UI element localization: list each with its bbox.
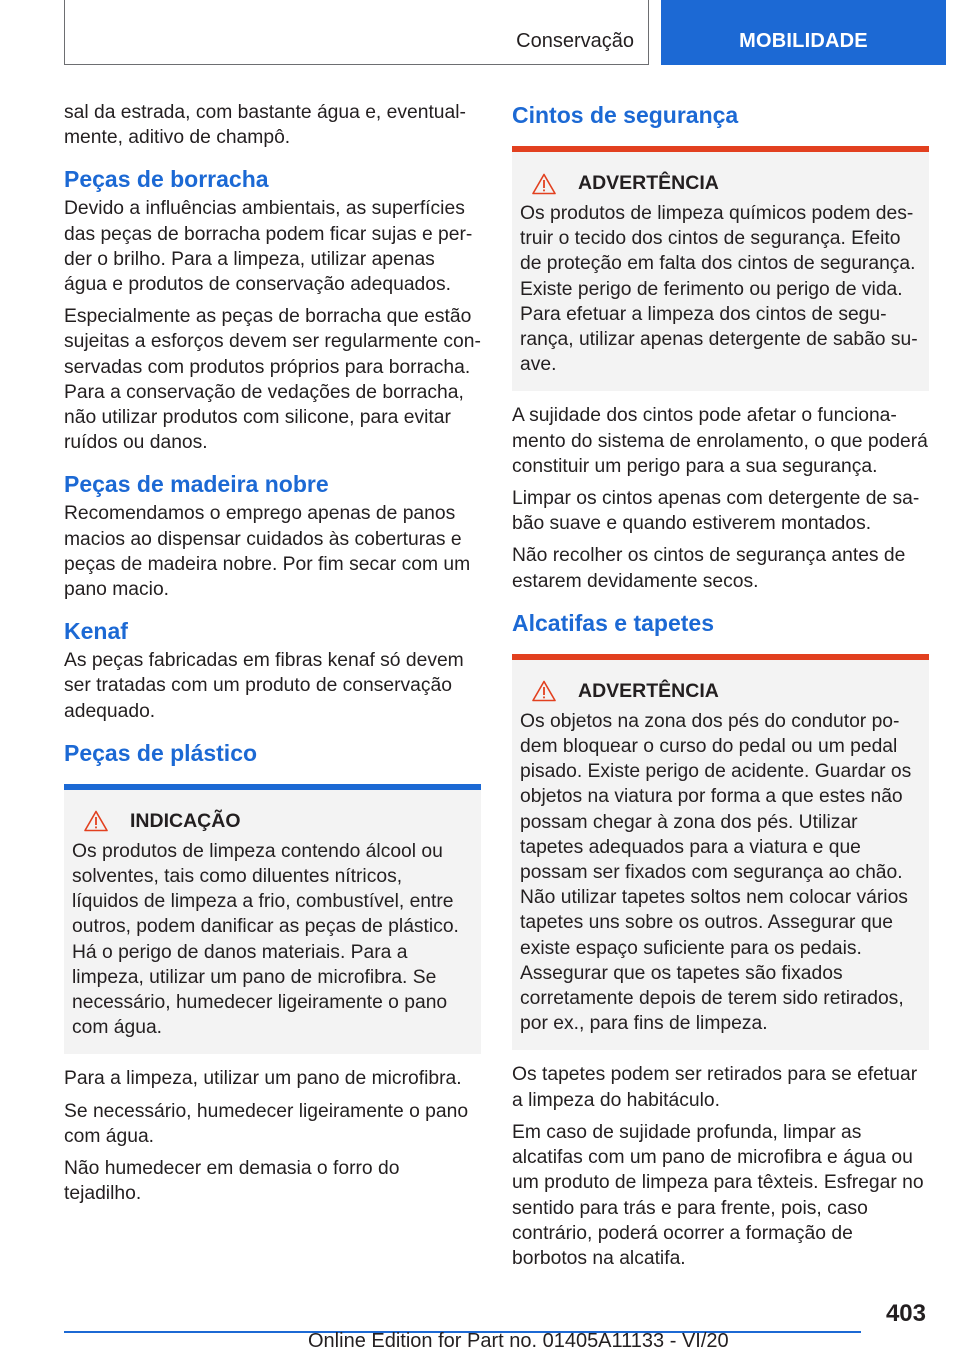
notice-title [72, 810, 473, 833]
belts-heading: Cintos de segurança [512, 102, 739, 128]
warning-label-belts: ADVERTÊNCIA [578, 172, 719, 194]
warning-title-belts [520, 172, 921, 195]
header-section-box [64, 0, 649, 65]
notice-label: INDICAÇÃO [130, 809, 241, 832]
belts-paragraph-3: Não recolher os cintos de segurança antes de estarem devidamente secos. [512, 545, 906, 592]
mats-paragraph-2: Em caso de sujidade profunda, limpar as alcatifas com um pano de microfibra e água ou um produto de limpeza para têxteis. Esfregar no sentido para trás e para frente, pois, caso contrário, poderá ocorrer a formação de borbotos na alcatifa. [512, 1121, 924, 1269]
notice-text: Os produtos de limpeza contendo álcool ou solventes, tais como diluentes nítricos, líquidos de limpeza a frio, combustível, entre outros, podem danificar as peças de plástico. Há o perigo de danos materiais. Para a limpeza, utilizar um pano de microfibra. Se necessário, humedecer ligeiramente o pano com água. [72, 840, 459, 1039]
mats-paragraph-1: Os tapetes podem ser retirados para se efetuar a limpeza do habitáculo. [512, 1064, 918, 1111]
kenaf-heading: Kenaf [64, 618, 128, 645]
warning-triangle-icon [532, 173, 556, 195]
belts-paragraph-2: Limpar os cintos apenas com detergente de sabão suave e quando estiverem montados. [512, 488, 920, 535]
warning-box-belts [512, 146, 929, 391]
mats-heading: Alcatifas e tapetes [512, 609, 714, 636]
header-section-title: Conservação [516, 30, 634, 52]
warning-text-belts: Os produtos de limpeza químicos podem destruir o tecido dos cintos de segurança. Efeito de proteção em falta dos cintos de segurança. Existe perigo de ferimento ou perigo de vida. Para efetuar a limpeza dos cintos de segurança, utilizar apenas detergente de sabão suave. [520, 203, 918, 376]
warning-triangle-icon [84, 810, 108, 832]
warning-title-mats [520, 680, 921, 703]
belts-paragraph-1: A sujidade dos cintos pode afetar o funcionamento do sistema de enrolamento, o que poderá constituir um perigo para a sua segurança. [512, 405, 928, 477]
plastic-paragraph-2: Se necessário, humedecer ligeiramente o pano com água. [64, 1100, 469, 1147]
plastic-heading: Peças de plástico [64, 739, 258, 766]
kenaf-paragraph: As peças fabricadas em fibras kenaf só devem ser tratadas com um produto de conservação adequado. [64, 650, 464, 722]
header-chapter-title: MOBILIDADE [739, 30, 868, 52]
warning-label-mats: ADVERTÊNCIA [578, 679, 719, 702]
left-column [64, 100, 481, 1214]
header-chapter-tab [661, 0, 946, 65]
plastic-paragraph-1: Para a limpeza, utilizar um pano de microfibra. [64, 1068, 462, 1090]
rubber-heading: Peças de borracha [64, 166, 269, 193]
notice-box [64, 784, 481, 1055]
footer-edition: Online Edition for Part no. 01405A11133 - VI/20 [308, 1330, 729, 1352]
rubber-paragraph-2: Especialmente as peças de borracha que estão sujeitas a esforços devem ser regularmente conservadas com produtos próprios para borracha. Para a conservação de vedações de borracha, não utilizar produtos com silicone, para evitar ruídos ou danos. [64, 306, 481, 454]
plastic-paragraph-3: Não humedecer em demasia o forro do tejadilho. [64, 1158, 400, 1205]
right-column [512, 100, 929, 1278]
wood-paragraph: Recomendamos o emprego apenas de panos macios ao dispensar cuidados às coberturas e peças de madeira nobre. Por fim secar com um pano macio. [64, 503, 471, 601]
page-number: 403 [885, 1300, 926, 1327]
intro-paragraph: sal da estrada, com bastante água e, eventualmente, aditivo de champô. [64, 102, 466, 149]
warning-box-mats [512, 654, 929, 1051]
warning-text-mats: Os objetos na zona dos pés do condutor podem bloquear o curso do pedal ou um pedal pisado. Existe perigo de acidente. Guardar os objetos na viatura por forma a que estes não possam chegar à zona dos pés. Utilizar tapetes adequados para a viatura e que possam ser fixados com segurança ao chão. Não utilizar tapetes soltos nem colocar vários tapetes uns sobre os outros. Assegurar que existe espaço suficiente para os pedais. Assegurar que os tapetes são fixados corretamente depois de terem sido retirados, por ex., para fins de limpeza. [520, 710, 912, 1035]
wood-heading: Peças de madeira nobre [64, 471, 329, 498]
warning-triangle-icon [532, 680, 556, 702]
rubber-paragraph-1: Devido a influências ambientais, as superfícies das peças de borracha podem ficar sujas e perder o brilho. Para a limpeza, utilizar apenas água e produtos de conservação adequados. [64, 198, 473, 296]
